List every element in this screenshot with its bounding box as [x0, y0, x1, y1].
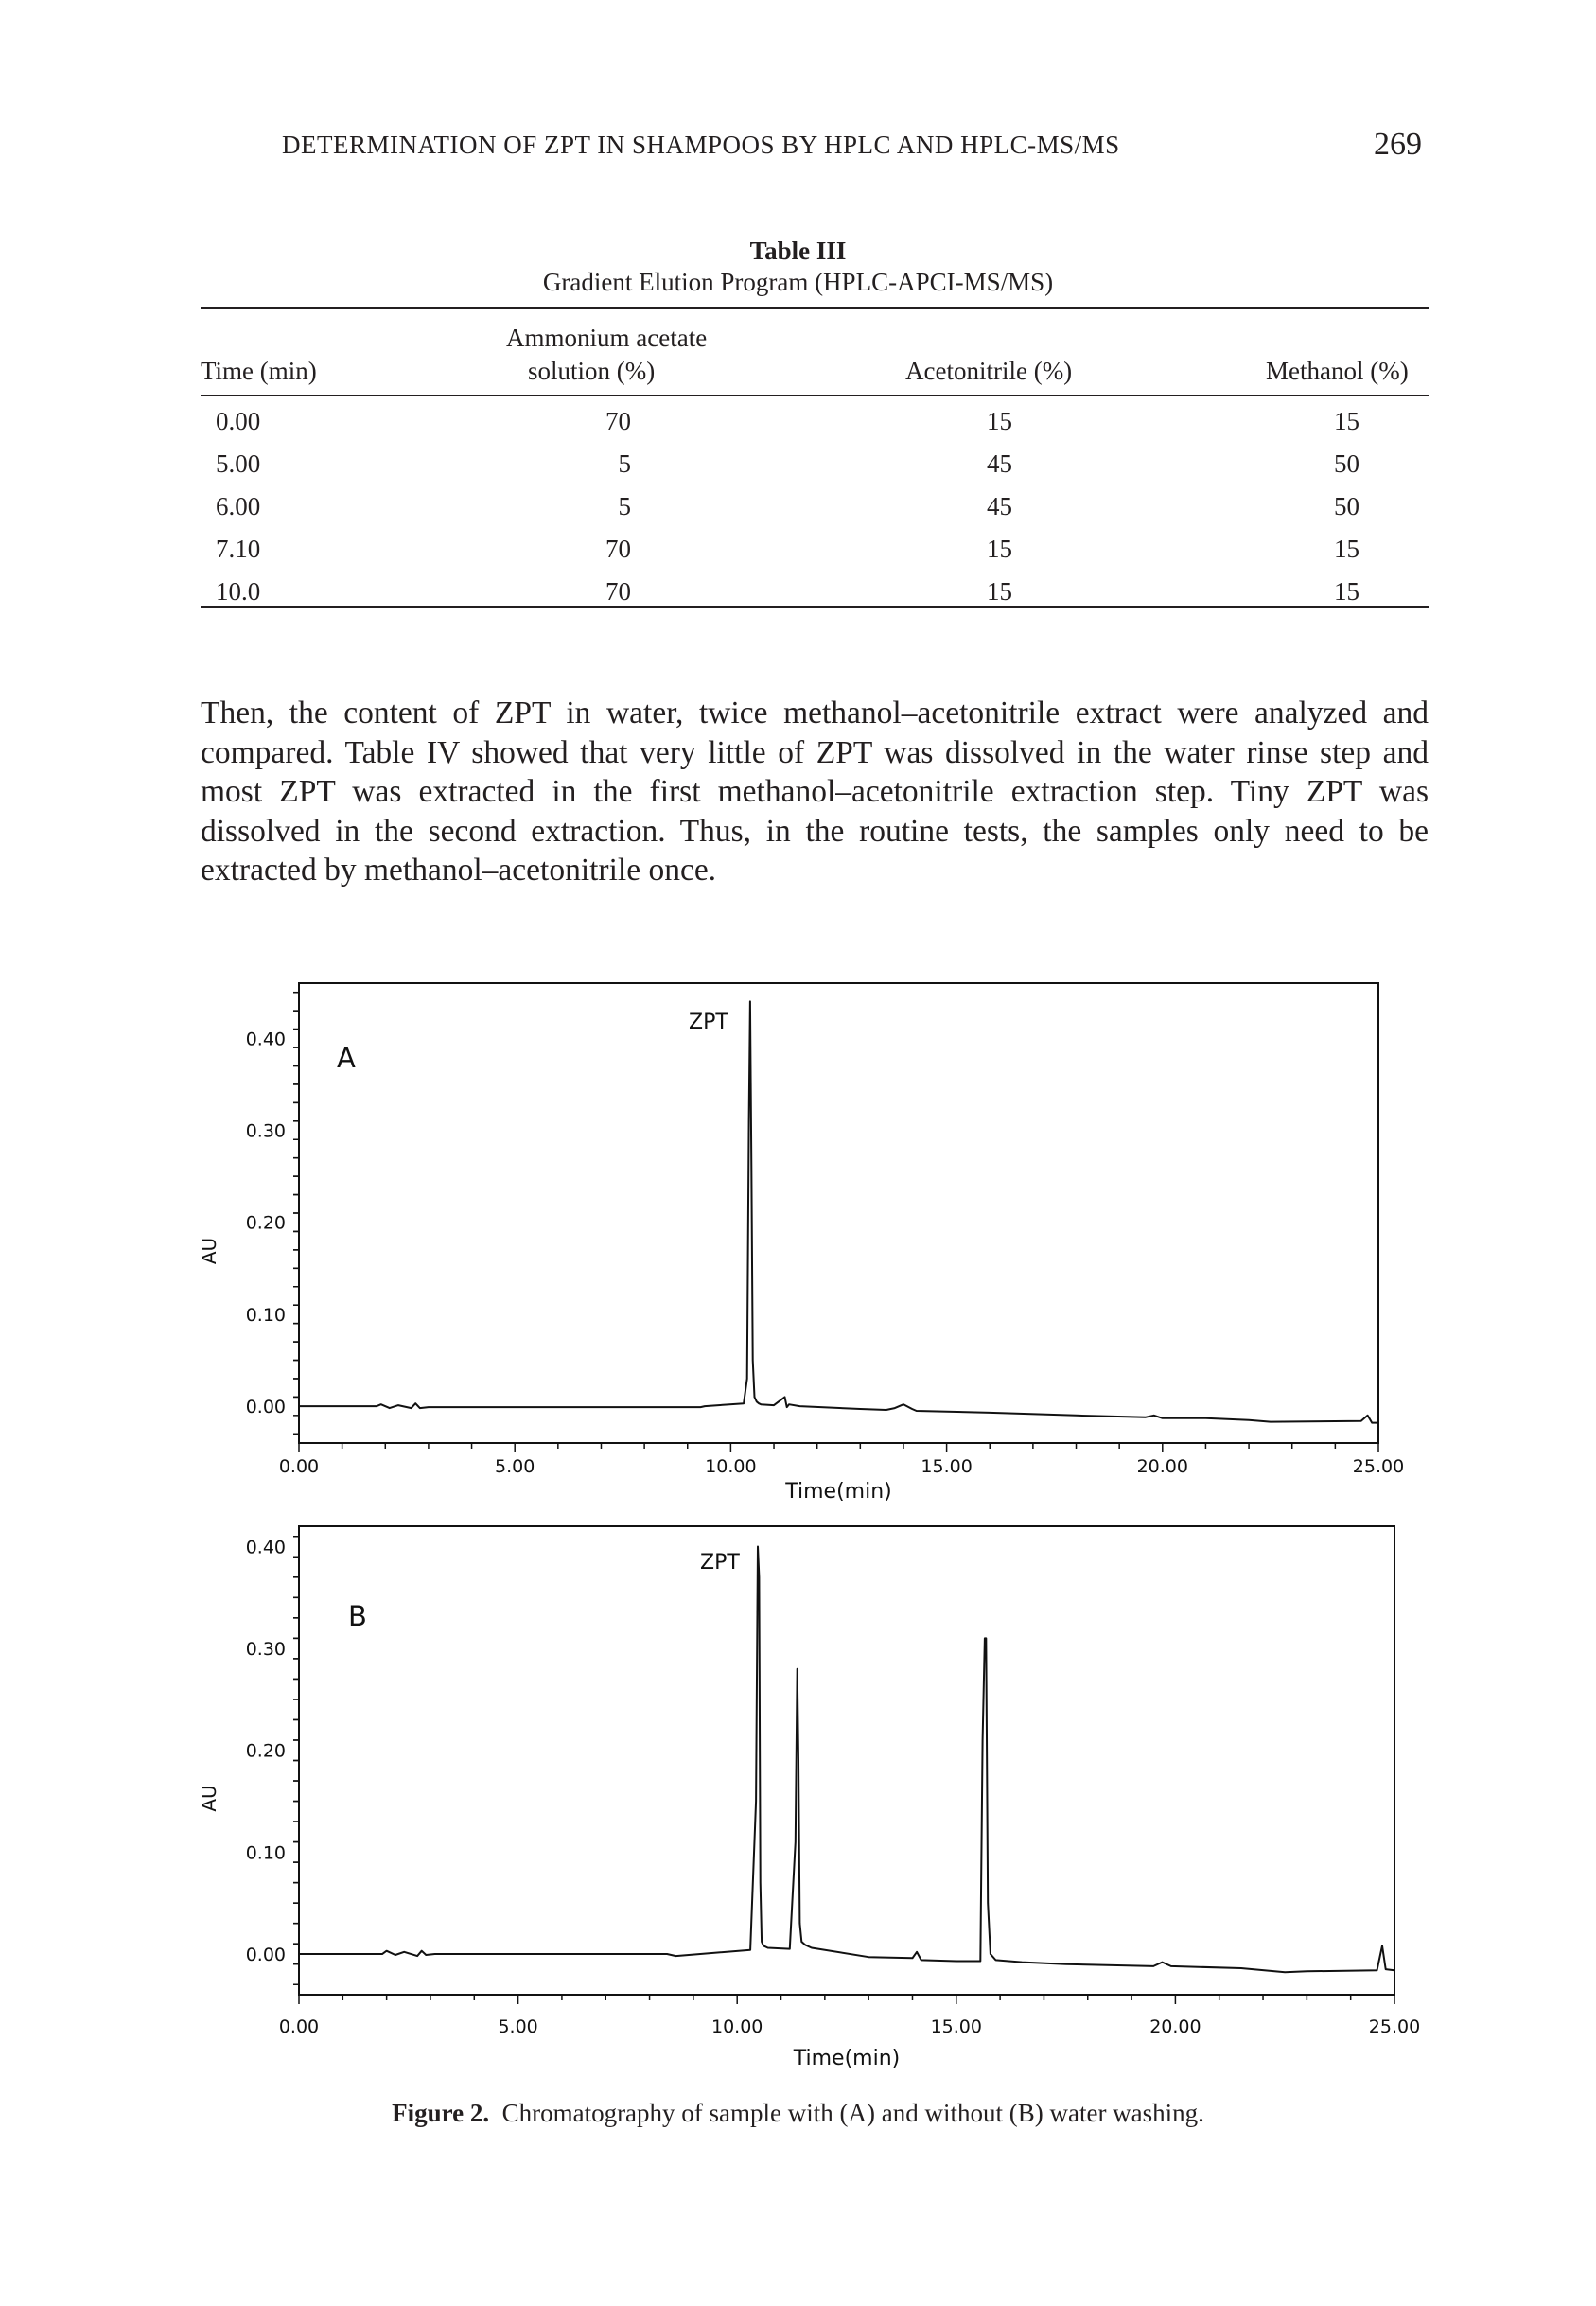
- cell-time: 10.0: [216, 577, 261, 606]
- y-tick-label: 0.30: [245, 1120, 286, 1142]
- plot-frame: [299, 1526, 1394, 1995]
- cell-acetonitrile: 45: [987, 449, 1012, 478]
- column-header-time: Time (min): [201, 357, 317, 385]
- cell-time: 7.10: [216, 535, 261, 563]
- cell-methanol: 15: [1334, 407, 1359, 435]
- x-tick-label: 10.00: [705, 1456, 757, 1477]
- cell-acetonitrile: 15: [987, 407, 1012, 435]
- y-tick-label: 0.20: [245, 1212, 286, 1234]
- y-tick-label: 0.20: [245, 1740, 286, 1762]
- x-axis-label: Time(min): [785, 1480, 892, 1504]
- cell-time: 6.00: [216, 492, 261, 520]
- cell-time: 0.00: [216, 407, 261, 435]
- x-tick-label: 15.00: [930, 2016, 983, 2037]
- y-tick-label: 0.00: [245, 1944, 286, 1965]
- y-tick-label: 0.30: [245, 1639, 286, 1661]
- y-tick-label: 0.00: [245, 1397, 286, 1418]
- cell-methanol: 50: [1334, 492, 1359, 520]
- y-axis-label: AU: [198, 1237, 220, 1265]
- cell-time: 5.00: [216, 449, 261, 478]
- panel-label: A: [337, 1042, 356, 1074]
- y-tick-label: 0.40: [245, 1029, 286, 1050]
- running-head: DETERMINATION OF ZPT IN SHAMPOOS BY HPLC AND HPLC-MS/MS: [282, 131, 1120, 159]
- page-number: 269: [1374, 127, 1422, 162]
- cell-ammonium: 5: [618, 449, 631, 478]
- y-tick-label: 0.10: [245, 1304, 286, 1326]
- chromatogram-trace: [299, 1547, 1394, 1973]
- column-header-ammonium-line2: solution (%): [528, 357, 656, 385]
- peak-annotation: ZPT: [700, 1551, 740, 1575]
- x-tick-label: 20.00: [1149, 2016, 1201, 2037]
- table-subtitle: Gradient Elution Program (HPLC-APCI-MS/MS): [542, 268, 1054, 296]
- x-tick-label: 10.00: [710, 2016, 763, 2037]
- column-header-ammonium-line1: Ammonium acetate: [506, 324, 708, 352]
- cell-acetonitrile: 15: [987, 535, 1012, 563]
- x-tick-label: 25.00: [1368, 2016, 1421, 2037]
- table-title: Table III: [749, 237, 847, 265]
- cell-acetonitrile: 15: [987, 577, 1012, 606]
- column-header-acetonitrile: Acetonitrile (%): [905, 357, 1073, 385]
- column-header-methanol: Methanol (%): [1266, 357, 1409, 385]
- figure-caption-text: Chromatography of sample with (A) and without (B) water washing.: [501, 2099, 1204, 2127]
- x-tick-label: 0.00: [278, 2016, 320, 2037]
- cell-ammonium: 5: [618, 492, 631, 520]
- x-tick-label: 5.00: [498, 2016, 538, 2037]
- cell-acetonitrile: 45: [987, 492, 1012, 520]
- figure-caption: [0, 2099, 1596, 2128]
- x-tick-label: 20.00: [1136, 1456, 1189, 1477]
- y-tick-label: 0.10: [245, 1842, 286, 1864]
- x-tick-label: 5.00: [495, 1456, 535, 1477]
- chromatogram-panel-b: [198, 1526, 1420, 2070]
- cell-ammonium: 70: [605, 407, 631, 435]
- cell-ammonium: 70: [605, 535, 631, 563]
- cell-methanol: 50: [1334, 449, 1359, 478]
- panel-label: B: [348, 1600, 367, 1632]
- peak-annotation: ZPT: [689, 1011, 728, 1034]
- chromatogram-panel-a: [198, 983, 1404, 1504]
- x-axis-label: Time(min): [793, 2047, 901, 2070]
- cell-ammonium: 70: [605, 577, 631, 606]
- plot-frame: [299, 983, 1378, 1443]
- x-tick-label: 0.00: [278, 1456, 320, 1477]
- figure-caption-label: Figure 2.: [392, 2099, 490, 2127]
- chromatogram-trace: [299, 1001, 1378, 1422]
- x-tick-label: 25.00: [1352, 1456, 1405, 1477]
- cell-methanol: 15: [1334, 535, 1359, 563]
- y-axis-label: AU: [198, 1785, 220, 1812]
- cell-methanol: 15: [1334, 577, 1359, 606]
- x-tick-label: 15.00: [921, 1456, 973, 1477]
- body-paragraph: Then, the content of ZPT in water, twice methanol–acetonitrile extract were analyzed and compared. Table IV showed that very little of ZPT was dissolved in the water rinse step and most ZPT was extracted in the first methanol–acetonitrile extraction step. Tiny ZPT was dissolved in the second extraction. Thus, in the routine tests, the samples only need to be extracted by methanol–acetonitrile once.: [201, 695, 1429, 888]
- y-tick-label: 0.40: [245, 1537, 286, 1558]
